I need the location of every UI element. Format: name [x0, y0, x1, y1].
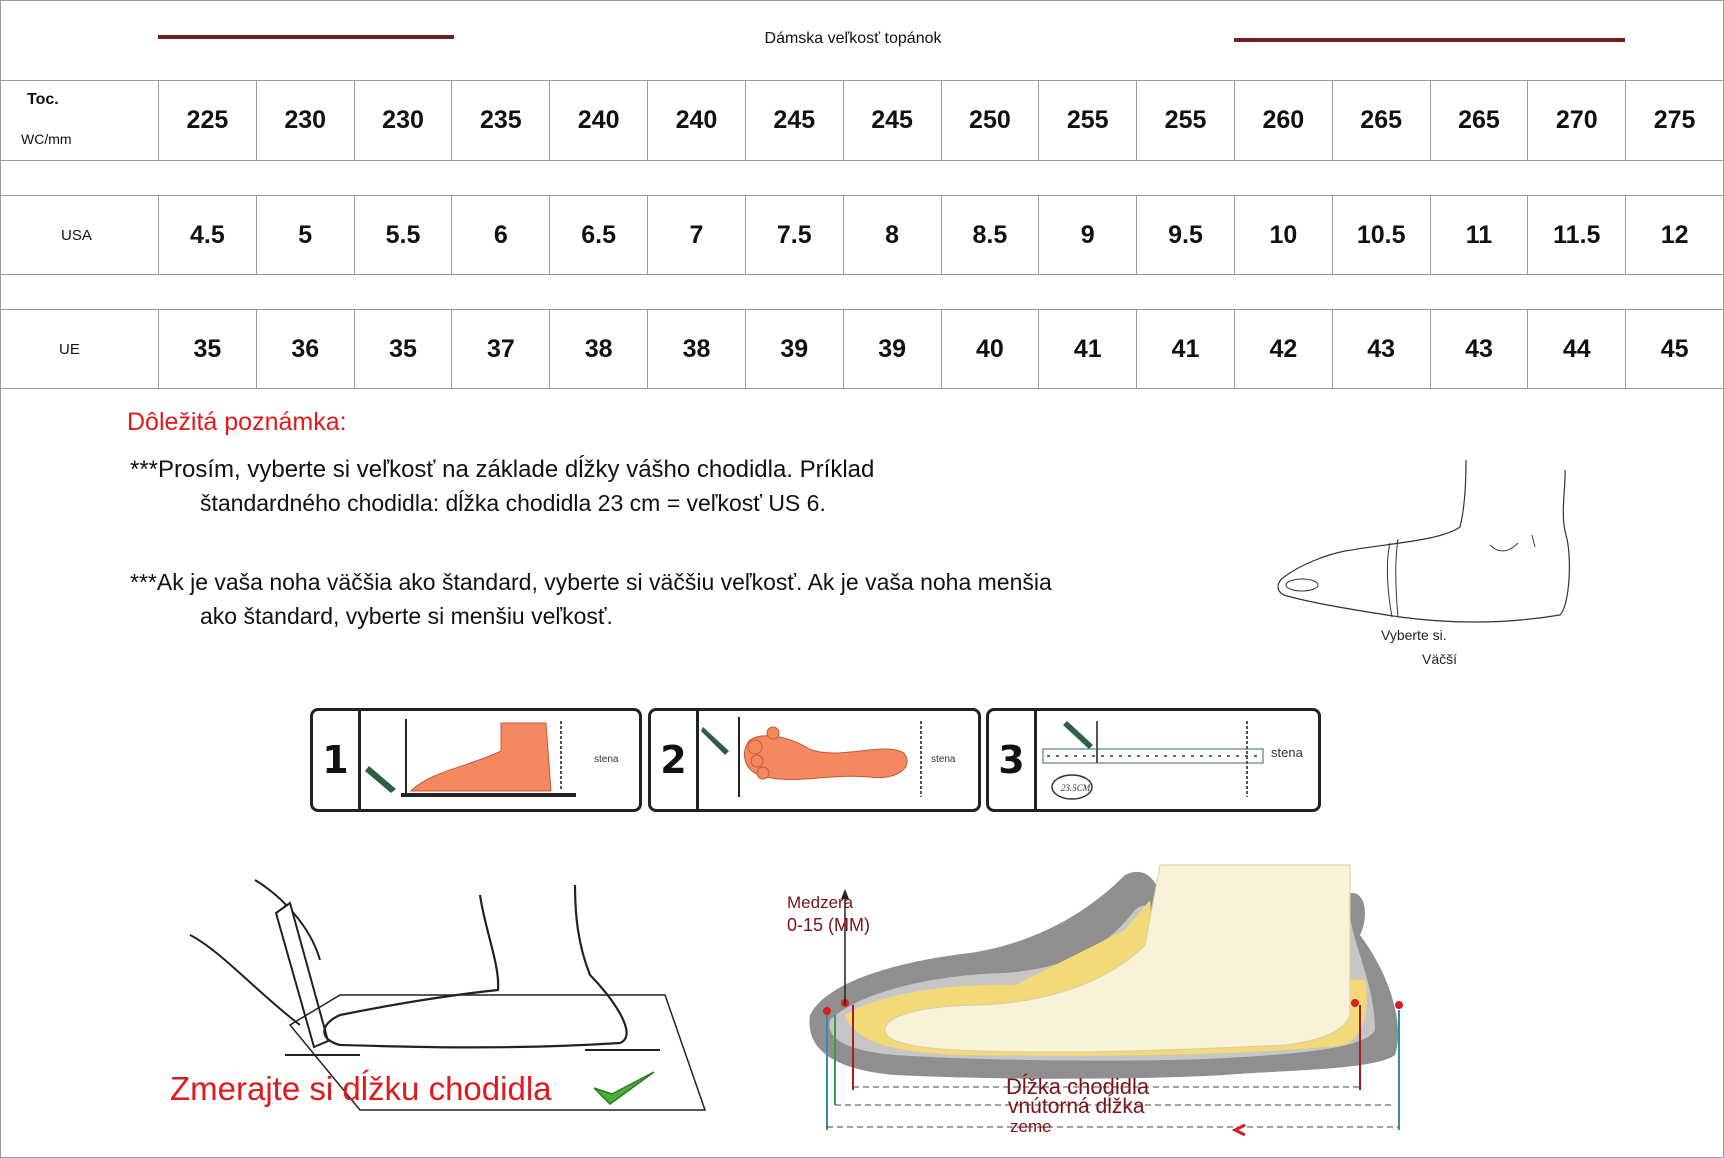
step-1-panel	[310, 708, 642, 812]
size-cell: 8.5	[941, 196, 1039, 275]
decor-bar-left	[158, 35, 454, 39]
row-label	[1, 81, 159, 161]
size-cell: 9.5	[1137, 196, 1235, 275]
size-cell: 8	[843, 196, 941, 275]
size-cell: 250	[941, 81, 1039, 161]
size-cell: 270	[1528, 81, 1626, 161]
step-2-number: 2	[651, 711, 699, 809]
size-cell: 43	[1332, 310, 1430, 389]
step-1-wall-label: stena	[594, 754, 619, 765]
note-line-1: ***Prosím, vyberte si veľkosť na základe dĺžky vášho chodidla. Príklad	[130, 456, 875, 483]
size-cell: 6	[452, 196, 550, 275]
size-cell: 260	[1234, 81, 1332, 161]
step-3-number: 3	[989, 711, 1037, 809]
ground-label: zeme	[1010, 1117, 1052, 1136]
size-cell: 240	[648, 81, 746, 161]
note-line-3: ***Ak je vaša noha väčšia ako štandard, vyberte si väčšiu veľkosť. Ak je vaša noha menšia	[130, 569, 1052, 595]
size-cell: 45	[1626, 310, 1724, 389]
size-cell: 41	[1137, 310, 1235, 389]
step-2-wall-label: stena	[931, 754, 956, 765]
step-1-number: 1	[313, 711, 361, 809]
decor-bar-right	[1234, 38, 1625, 42]
size-cell: 39	[843, 310, 941, 389]
size-cell: 35	[354, 310, 452, 389]
size-cell: 240	[550, 81, 648, 161]
size-cell: 42	[1234, 310, 1332, 389]
size-cell: 6.5	[550, 196, 648, 275]
row-label-bottom: WC/mm	[21, 131, 72, 147]
chart-title: Dámska veľkosť topánok	[764, 30, 942, 47]
foot-caption-2: Väčší	[1422, 651, 1458, 667]
size-cell: 4.5	[159, 196, 257, 275]
spacer-cell	[1, 275, 1724, 310]
step-3-wall-label: stena	[1271, 745, 1303, 760]
size-cell: 9	[1039, 196, 1137, 275]
measure-foot-caption: Zmerajte si dĺžku chodidla	[170, 1070, 552, 1107]
size-cell: 230	[354, 81, 452, 161]
title-row	[0, 0, 1724, 81]
gap-label: Medzera	[787, 893, 854, 912]
size-cell: 37	[452, 310, 550, 389]
step-2-panel	[648, 708, 981, 812]
size-cell: 44	[1528, 310, 1626, 389]
size-cell: 35	[159, 310, 257, 389]
size-cell: 255	[1137, 81, 1235, 161]
row-label: USA	[1, 196, 159, 275]
table-row	[1, 81, 1724, 161]
size-cell: 265	[1332, 81, 1430, 161]
step-3-panel	[986, 708, 1321, 812]
size-cell: 255	[1039, 81, 1137, 161]
size-cell: 235	[452, 81, 550, 161]
note-line-4: ako štandard, vyberte si menšiu veľkosť.	[200, 603, 613, 629]
inner-length-label: vnútorná dĺžka	[1008, 1095, 1145, 1118]
gap-value: 0-15 (MM)	[787, 915, 871, 935]
table-spacer-row	[1, 275, 1724, 310]
foot-caption-1: Vyberte si.	[1381, 627, 1447, 643]
table-spacer-row	[1, 161, 1724, 196]
size-cell: 7.5	[745, 196, 843, 275]
size-cell: 5.5	[354, 196, 452, 275]
size-cell: 7	[648, 196, 746, 275]
svg-text:23.5CM: 23.5CM	[1061, 783, 1091, 793]
row-label-top: Toc.	[27, 91, 59, 108]
size-table	[0, 80, 1724, 389]
size-cell: 36	[256, 310, 354, 389]
size-cell: 41	[1039, 310, 1137, 389]
check-icon	[590, 1068, 660, 1110]
size-cell: 230	[256, 81, 354, 161]
size-cell: 40	[941, 310, 1039, 389]
foot-length-label: Dĺžka chodidla	[1006, 1074, 1150, 1099]
size-cell: 245	[843, 81, 941, 161]
note-title: Dôležitá poznámka:	[127, 408, 347, 436]
size-cell: 11.5	[1528, 196, 1626, 275]
size-cell: 11	[1430, 196, 1528, 275]
size-cell: 12	[1626, 196, 1724, 275]
note-line-2: štandardného chodidla: dĺžka chodidla 23 cm = veľkosť US 6.	[200, 490, 826, 516]
size-cell: 225	[159, 81, 257, 161]
foot-sketch-icon	[1270, 455, 1570, 645]
row-label: UE	[1, 310, 159, 389]
size-cell: 275	[1626, 81, 1724, 161]
step-3-ruler-icon	[1037, 711, 1317, 809]
size-cell: 38	[550, 310, 648, 389]
table-row	[1, 196, 1724, 275]
size-cell: 245	[745, 81, 843, 161]
size-cell: 10.5	[1332, 196, 1430, 275]
size-cell: 39	[745, 310, 843, 389]
size-cell: 5	[256, 196, 354, 275]
size-cell: 10	[1234, 196, 1332, 275]
size-cell: 265	[1430, 81, 1528, 161]
spacer-cell	[1, 161, 1724, 196]
table-row	[1, 310, 1724, 389]
size-cell: 38	[648, 310, 746, 389]
size-cell: 43	[1430, 310, 1528, 389]
